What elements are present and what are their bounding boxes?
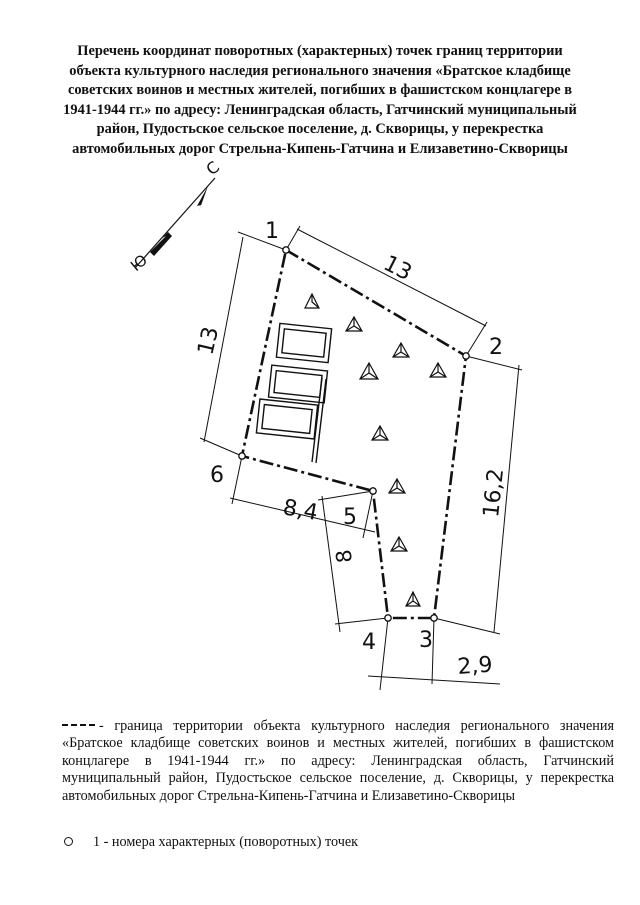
grave-plot-inner xyxy=(262,405,312,434)
dash-line-icon xyxy=(62,724,95,726)
point-label-5: 5 xyxy=(343,505,357,530)
compass-north-label: С xyxy=(202,157,224,180)
dimension-value-5-6: 8,4 xyxy=(280,495,320,526)
legend-boundary-text: - граница территории объекта культурного наследия регионального значения «Братское кладбище советских воинов и местных жителей, погибших в фашистском концлагере в 1941-1944 гг.» по адресу: Ленинградская область, Гатчинский муниципальный район, Пудостьское сельское поселение, д. Скворицы, у перекрестка автомобильных дорог Стрельна-Кипень-Гатчина и Елизаветино-Скворицы xyxy=(62,718,614,804)
title-line: Перечень координат поворотных (характерных) точек границ территории xyxy=(77,43,563,59)
grave-plot-inner xyxy=(282,329,326,357)
north-arrow-icon xyxy=(197,186,208,211)
extension-line xyxy=(200,438,242,456)
vertex-6 xyxy=(239,453,245,459)
vertex-2 xyxy=(463,353,469,359)
dimension-value-1-6: 13 xyxy=(193,324,225,358)
dimension-value-2-3: 16,2 xyxy=(479,467,510,519)
title-line: автомобильных дорог Стрельна-Кипень-Гатчина и Елизаветино-Скворицы xyxy=(72,140,568,157)
circle-icon xyxy=(64,837,73,846)
compass-south-label: Ю xyxy=(127,250,151,276)
tree-icon xyxy=(372,426,388,440)
tree-icon xyxy=(406,592,420,606)
title-line: советских воинов и местных жителей, погибших в фашистском концлагере в xyxy=(68,82,572,99)
tree-icon xyxy=(305,294,319,308)
point-label-4: 4 xyxy=(362,630,376,655)
title-line: 1941-1944 гг.» по адресу: Ленинградская область, Гатчинский муниципальный xyxy=(63,101,577,118)
south-arrow-icon xyxy=(150,232,172,256)
tree-icon xyxy=(346,317,362,331)
tree-icon xyxy=(393,343,409,357)
vertex-1 xyxy=(283,247,289,253)
tree-icon xyxy=(430,363,446,377)
dimension-value-4-5: 8 xyxy=(331,548,357,565)
tree-symbols xyxy=(305,294,446,606)
extension-line xyxy=(380,618,388,690)
point-label-3: 3 xyxy=(419,628,433,653)
grave-plot-inner xyxy=(274,371,322,398)
compass xyxy=(127,157,223,275)
title-line: район, Пудостьское сельское поселение, д. Скворицы, у перекрестка xyxy=(96,121,544,138)
extension-line xyxy=(232,456,242,504)
dimension-value-3-4: 2,9 xyxy=(456,652,494,680)
territory-boundary xyxy=(242,250,466,618)
grave-structures xyxy=(256,323,331,463)
point-labels xyxy=(210,219,503,655)
legend-point-text: 1 - номера характерных (поворотных) точек xyxy=(93,834,359,850)
vertex-3 xyxy=(431,615,437,621)
legend-boundary xyxy=(62,718,614,805)
compass-axis xyxy=(135,178,215,268)
extension-line xyxy=(434,618,500,634)
extension-line xyxy=(335,618,388,624)
vertex-5 xyxy=(370,488,376,494)
point-label-6: 6 xyxy=(210,463,224,488)
extension-line xyxy=(466,322,487,356)
tree-icon xyxy=(391,537,407,551)
tree-icon xyxy=(360,363,378,379)
dimension-value-1-2: 13 xyxy=(379,251,416,287)
vertex-4 xyxy=(385,615,391,621)
title-line: объекта культурного наследия регионального значения «Братское кладбище xyxy=(69,62,571,79)
point-label-2: 2 xyxy=(489,335,503,360)
extension-line xyxy=(318,491,373,500)
legend-point xyxy=(64,834,358,851)
tree-icon xyxy=(389,479,405,493)
point-label-1: 1 xyxy=(265,219,279,244)
